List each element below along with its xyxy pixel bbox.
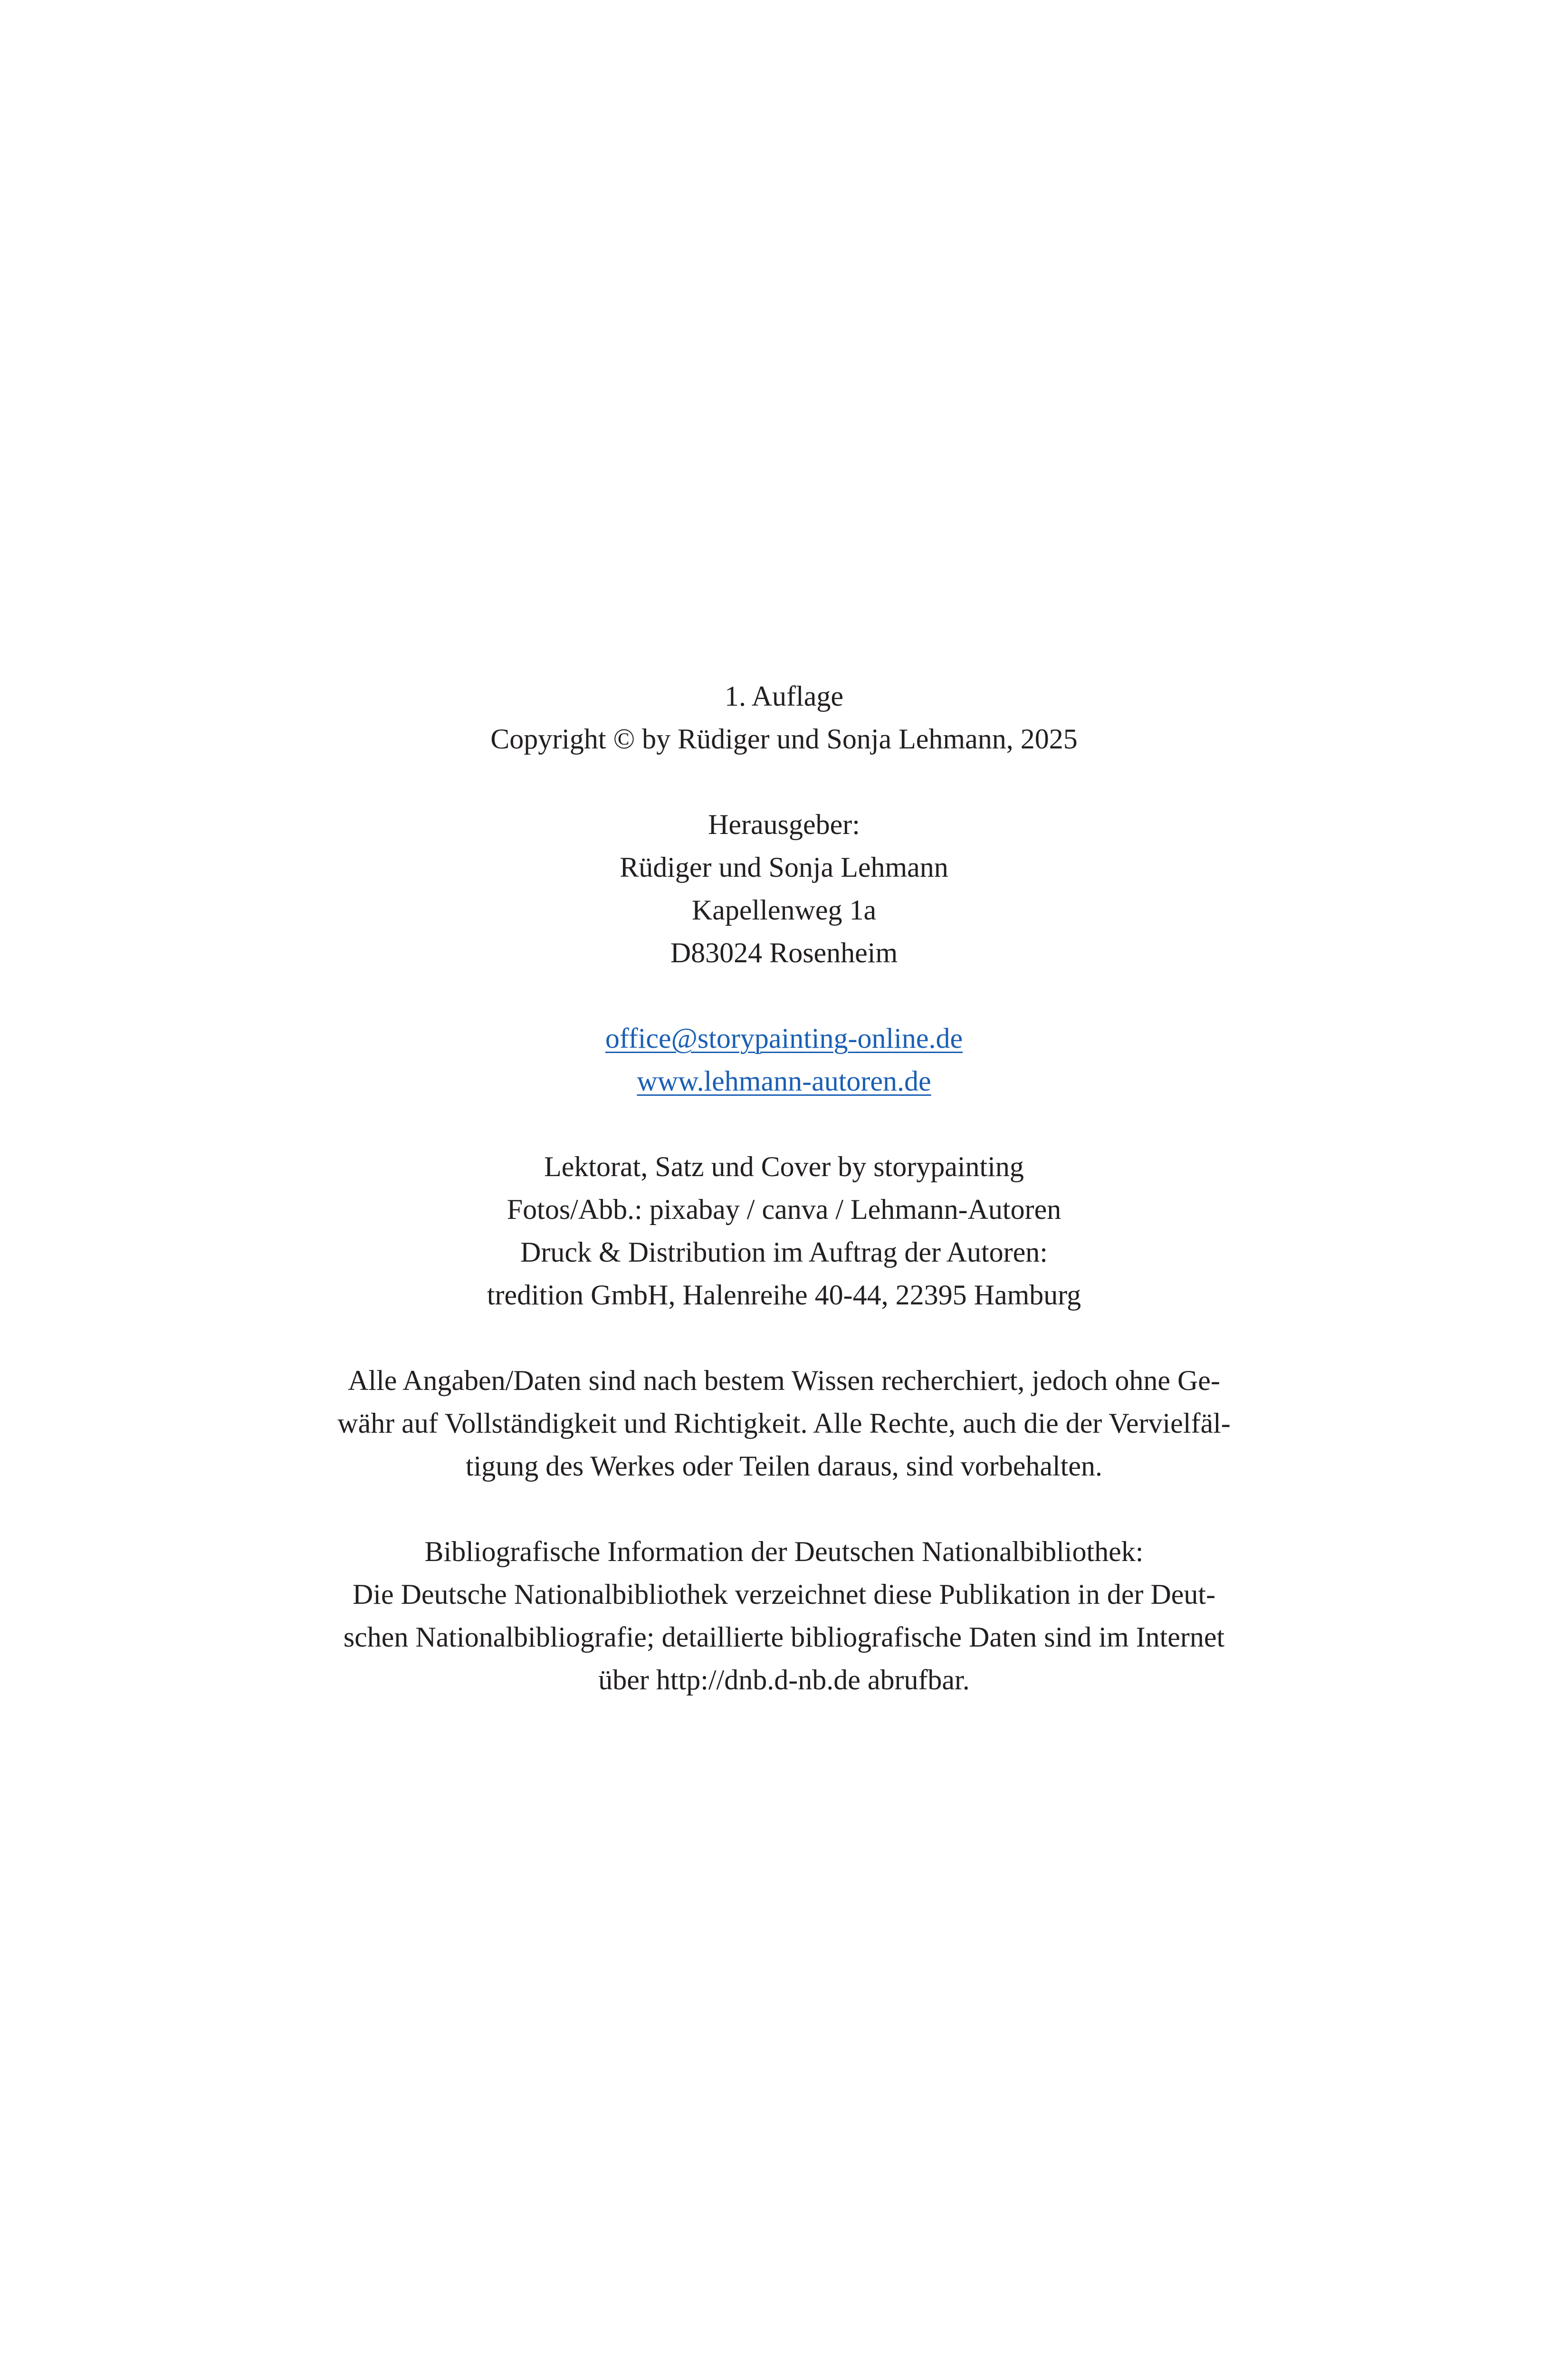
disclaimer-block xyxy=(252,1359,1316,1487)
publisher-label: Herausgeber: xyxy=(708,809,860,840)
bibliographic-line: Die Deutsche Nationalbibliothek verzeichnet diese Publikation in der Deut- xyxy=(352,1579,1216,1610)
spacer xyxy=(252,760,1316,803)
spacer xyxy=(252,1316,1316,1359)
credits-line: Fotos/Abb.: pixabay / canva / Lehmann-Autoren xyxy=(507,1194,1061,1225)
credits-line: Druck & Distribution im Auftrag der Autoren: xyxy=(520,1236,1048,1268)
website-link[interactable]: www.lehmann-autoren.de xyxy=(637,1065,931,1097)
email-link[interactable]: office@storypainting-online.de xyxy=(605,1023,963,1054)
disclaimer-line: tigung des Werkes oder Teilen daraus, sind vorbehalten. xyxy=(465,1450,1103,1482)
publisher-name: Rüdiger und Sonja Lehmann xyxy=(620,852,948,883)
bibliographic-line: Bibliografische Information der Deutschen Nationalbibliothek: xyxy=(424,1536,1144,1567)
publisher-city: D83024 Rosenheim xyxy=(670,937,898,968)
credits-line: Lektorat, Satz und Cover by storypainting xyxy=(544,1151,1024,1182)
credits-line: tredition GmbH, Halenreihe 40-44, 22395 Hamburg xyxy=(487,1279,1081,1311)
copyright-text: Copyright © by Rüdiger und Sonja Lehmann, 2025 xyxy=(490,723,1078,755)
spacer xyxy=(252,974,1316,1017)
disclaimer-line: Alle Angaben/Daten sind nach bestem Wissen recherchiert, jedoch ohne Ge- xyxy=(348,1365,1220,1396)
disclaimer-line: währ auf Vollständigkeit und Richtigkeit. Alle Rechte, auch die der Vervielfäl- xyxy=(337,1408,1231,1439)
edition-text: 1. Auflage xyxy=(725,680,843,712)
bibliographic-line: schen Nationalbibliografie; detaillierte bibliografische Daten sind im Internet xyxy=(343,1621,1225,1653)
publisher-street: Kapellenweg 1a xyxy=(691,894,877,926)
spacer xyxy=(252,1487,1316,1530)
contact-block xyxy=(252,1017,1316,1102)
edition-block xyxy=(252,675,1316,760)
bibliographic-block xyxy=(252,1530,1316,1701)
publisher-block xyxy=(252,803,1316,974)
bibliographic-line: über http://dnb.d-nb.de abrufbar. xyxy=(598,1664,970,1696)
credits-block xyxy=(252,1145,1316,1316)
spacer xyxy=(252,1102,1316,1145)
imprint-page xyxy=(252,675,1316,1701)
